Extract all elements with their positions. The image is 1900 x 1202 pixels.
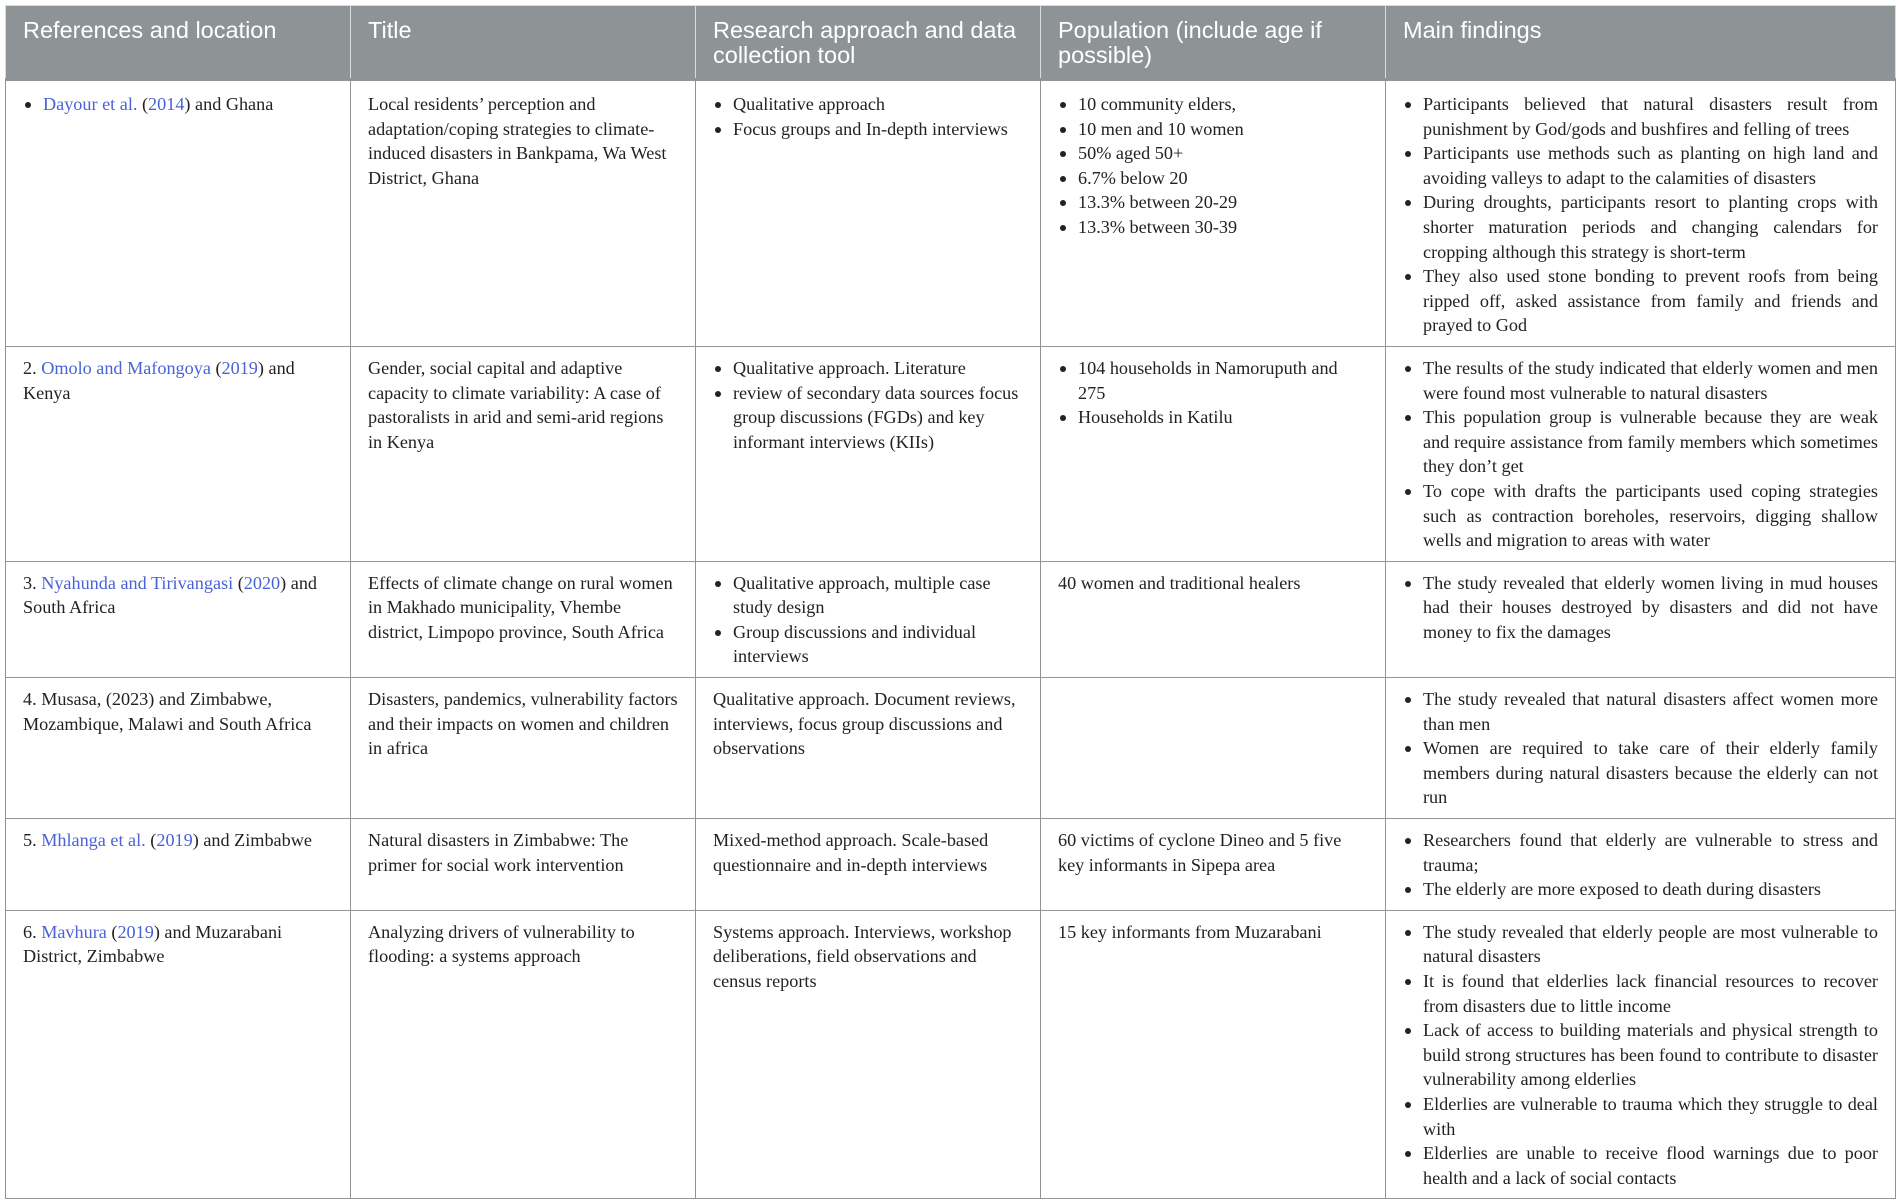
reference-author-link[interactable]: Nyahunda and Tirivangasi (41, 572, 234, 593)
list-item: This population group is vulnerable because they are weak and require assistance from family members which sometimes they don’t get (1403, 405, 1878, 479)
list-item: During droughts, participants resort to planting crops with shorter maturation periods and changing calendars for cropping although this strategy is short-term (1403, 190, 1878, 264)
title-cell: Disasters, pandemics, vulnerability factors and their impacts on women and children in africa (351, 678, 696, 819)
reference-author-link[interactable]: Mavhura (41, 921, 107, 942)
reference-author-link[interactable]: Dayour et al. (43, 94, 138, 114)
list-item: The study revealed that elderly women living in mud houses had their houses destroyed by disasters and did not have money to fix the damages (1403, 571, 1878, 645)
header-title: Title (351, 6, 696, 80)
list-item: 13.3% between 20-29 (1058, 190, 1368, 215)
reference-cell (6, 80, 351, 347)
reference-prefix: 3. (23, 572, 42, 593)
list-item: Qualitative approach, multiple case study design (713, 571, 1023, 620)
title-cell: Local residents’ perception and adaptation/coping strategies to climate-induced disasters in Bankpama, Wa West District, Ghana (351, 80, 696, 347)
reference-mid: ( (233, 572, 244, 593)
list-item: 13.3% between 30-39 (1058, 215, 1368, 240)
approach-cell: Systems approach. Interviews, workshop deliberations, field observations and census reports (696, 910, 1041, 1199)
findings-cell (1386, 910, 1896, 1199)
list-item: Participants believed that natural disasters result from punishment by God/gods and bushfires and felling of trees (1403, 92, 1878, 141)
population-cell: 60 victims of cyclone Dineo and 5 five key informants in Sipepa area (1041, 819, 1386, 911)
reference-mid: ( (210, 357, 222, 378)
findings-list (1403, 687, 1878, 810)
header-references: References and location (6, 6, 351, 80)
list-item: Elderlies are vulnerable to trauma which they struggle to deal with (1403, 1092, 1878, 1141)
table-row (6, 346, 1896, 561)
reference-suffix: ) and Muzarabani District, Zimbabwe (23, 921, 283, 967)
reference-suffix: ) and Kenya (23, 357, 295, 403)
population-list (1058, 356, 1368, 430)
reference-year-link[interactable]: 2014 (148, 94, 185, 114)
table-row (6, 819, 1896, 911)
reference-mid: ( (106, 921, 118, 942)
findings-list (1403, 92, 1878, 338)
approach-list (713, 571, 1023, 669)
list-item: Elderlies are unable to receive flood warnings due to poor health and a lack of social contacts (1403, 1141, 1878, 1190)
findings-list (1403, 828, 1878, 902)
list-item: The elderly are more exposed to death during disasters (1403, 877, 1878, 902)
list-item: The results of the study indicated that elderly women and men were found most vulnerable to natural disasters (1403, 356, 1878, 405)
reference-year-link[interactable]: 2019 (117, 921, 154, 942)
list-item: The study revealed that natural disasters affect women more than men (1403, 687, 1878, 736)
findings-cell (1386, 80, 1896, 347)
title-cell: Natural disasters in Zimbabwe: The primer for social work intervention (351, 819, 696, 911)
approach-cell (696, 346, 1041, 561)
list-item: Households in Katilu (1058, 405, 1368, 430)
population-cell (1041, 346, 1386, 561)
reference-year-link[interactable]: 2019 (221, 357, 258, 378)
list-item: 10 community elders, (1058, 92, 1368, 117)
list-item: Participants use methods such as planting on high land and avoiding valleys to adapt to the calamities of disasters (1403, 141, 1878, 190)
table-row (6, 910, 1896, 1199)
header-research-approach: Research approach and data collection tool (696, 6, 1041, 80)
approach-list (713, 92, 1023, 141)
reference-prefix: 2. (23, 357, 42, 378)
findings-cell (1386, 678, 1896, 819)
table-row (6, 561, 1896, 677)
findings-cell (1386, 346, 1896, 561)
title-cell: Effects of climate change on rural women in Makhado municipality, Vhembe district, Limpopo province, South Africa (351, 561, 696, 677)
title-cell: Analyzing drivers of vulnerability to flooding: a systems approach (351, 910, 696, 1199)
approach-list (713, 356, 1023, 454)
list-item: They also used stone bonding to prevent roofs from being ripped off, asked assistance from family and friends and prayed to God (1403, 264, 1878, 338)
reference-author-link[interactable]: Omolo and Mafongoya (41, 357, 211, 378)
reference-year-link[interactable]: 2019 (156, 830, 193, 851)
list-item: To cope with drafts the participants used coping strategies such as contraction boreholes, reservoirs, digging shallow wells and migration to areas with water (1403, 479, 1878, 553)
findings-list (1403, 356, 1878, 553)
approach-cell (696, 561, 1041, 677)
literature-review-table-container (5, 5, 1895, 1199)
reference-year-link[interactable]: 2020 (243, 572, 281, 593)
list-item: Qualitative approach. Literature (713, 356, 1023, 381)
header-population: Population (include age if possible) (1041, 6, 1386, 80)
header-row (6, 6, 1896, 80)
reference-prefix: 6. (23, 921, 42, 942)
reference-cell (6, 910, 351, 1199)
literature-review-table (5, 5, 1896, 1199)
reference-item (23, 92, 333, 117)
title-cell: Gender, social capital and adaptive capacity to climate variability: A case of pastoralists in arid and semi-arid regions in Kenya (351, 346, 696, 561)
list-item: review of secondary data sources focus group discussions (FGDs) and key informant interviews (KIIs) (713, 381, 1023, 455)
reference-cell: 4. Musasa, (2023) and Zimbabwe, Mozambique, Malawi and South Africa (6, 678, 351, 819)
table-row (6, 678, 1896, 819)
list-item: The study revealed that elderly people are most vulnerable to natural disasters (1403, 920, 1878, 969)
list-item: Qualitative approach (713, 92, 1023, 117)
approach-cell (696, 80, 1041, 347)
reference-mid: ( (145, 830, 157, 851)
reference-author-link[interactable]: Mhlanga et al. (41, 830, 146, 851)
list-item: Group discussions and individual interviews (713, 620, 1023, 669)
list-item: Researchers found that elderly are vulnerable to stress and trauma; (1403, 828, 1878, 877)
header-main-findings: Main findings (1386, 6, 1896, 80)
table-row (6, 80, 1896, 347)
reference-mid: ( (137, 94, 149, 114)
approach-cell: Qualitative approach. Document reviews, interviews, focus group discussions and observations (696, 678, 1041, 819)
population-cell (1041, 80, 1386, 347)
reference-prefix: 5. (23, 830, 42, 851)
findings-cell (1386, 819, 1896, 911)
reference-cell (6, 819, 351, 911)
list-item: 50% aged 50+ (1058, 141, 1368, 166)
list-item: Lack of access to building materials and physical strength to build strong structures has been found to contribute to disaster vulnerability among elderlies (1403, 1018, 1878, 1092)
reference-suffix: ) and Ghana (184, 94, 274, 114)
list-item: 10 men and 10 women (1058, 117, 1368, 142)
reference-cell (6, 346, 351, 561)
reference-suffix: ) and Zimbabwe (192, 830, 312, 851)
population-list (1058, 92, 1368, 240)
population-cell (1041, 678, 1386, 819)
list-item: It is found that elderlies lack financial resources to recover from disasters due to little income (1403, 969, 1878, 1018)
list-item: 104 households in Namoruputh and 275 (1058, 356, 1368, 405)
list-item: Focus groups and In-depth interviews (713, 117, 1023, 142)
population-cell: 15 key informants from Muzarabani (1041, 910, 1386, 1199)
list-item: Women are required to take care of their elderly family members during natural disasters because the elderly can not run (1403, 736, 1878, 810)
findings-cell (1386, 561, 1896, 677)
findings-list (1403, 920, 1878, 1191)
findings-list (1403, 571, 1878, 645)
approach-cell: Mixed-method approach. Scale-based questionnaire and in-depth interviews (696, 819, 1041, 911)
reference-suffix: ) and South Africa (23, 572, 318, 618)
reference-list (23, 92, 333, 117)
reference-cell (6, 561, 351, 677)
list-item: 6.7% below 20 (1058, 166, 1368, 191)
population-cell: 40 women and traditional healers (1041, 561, 1386, 677)
